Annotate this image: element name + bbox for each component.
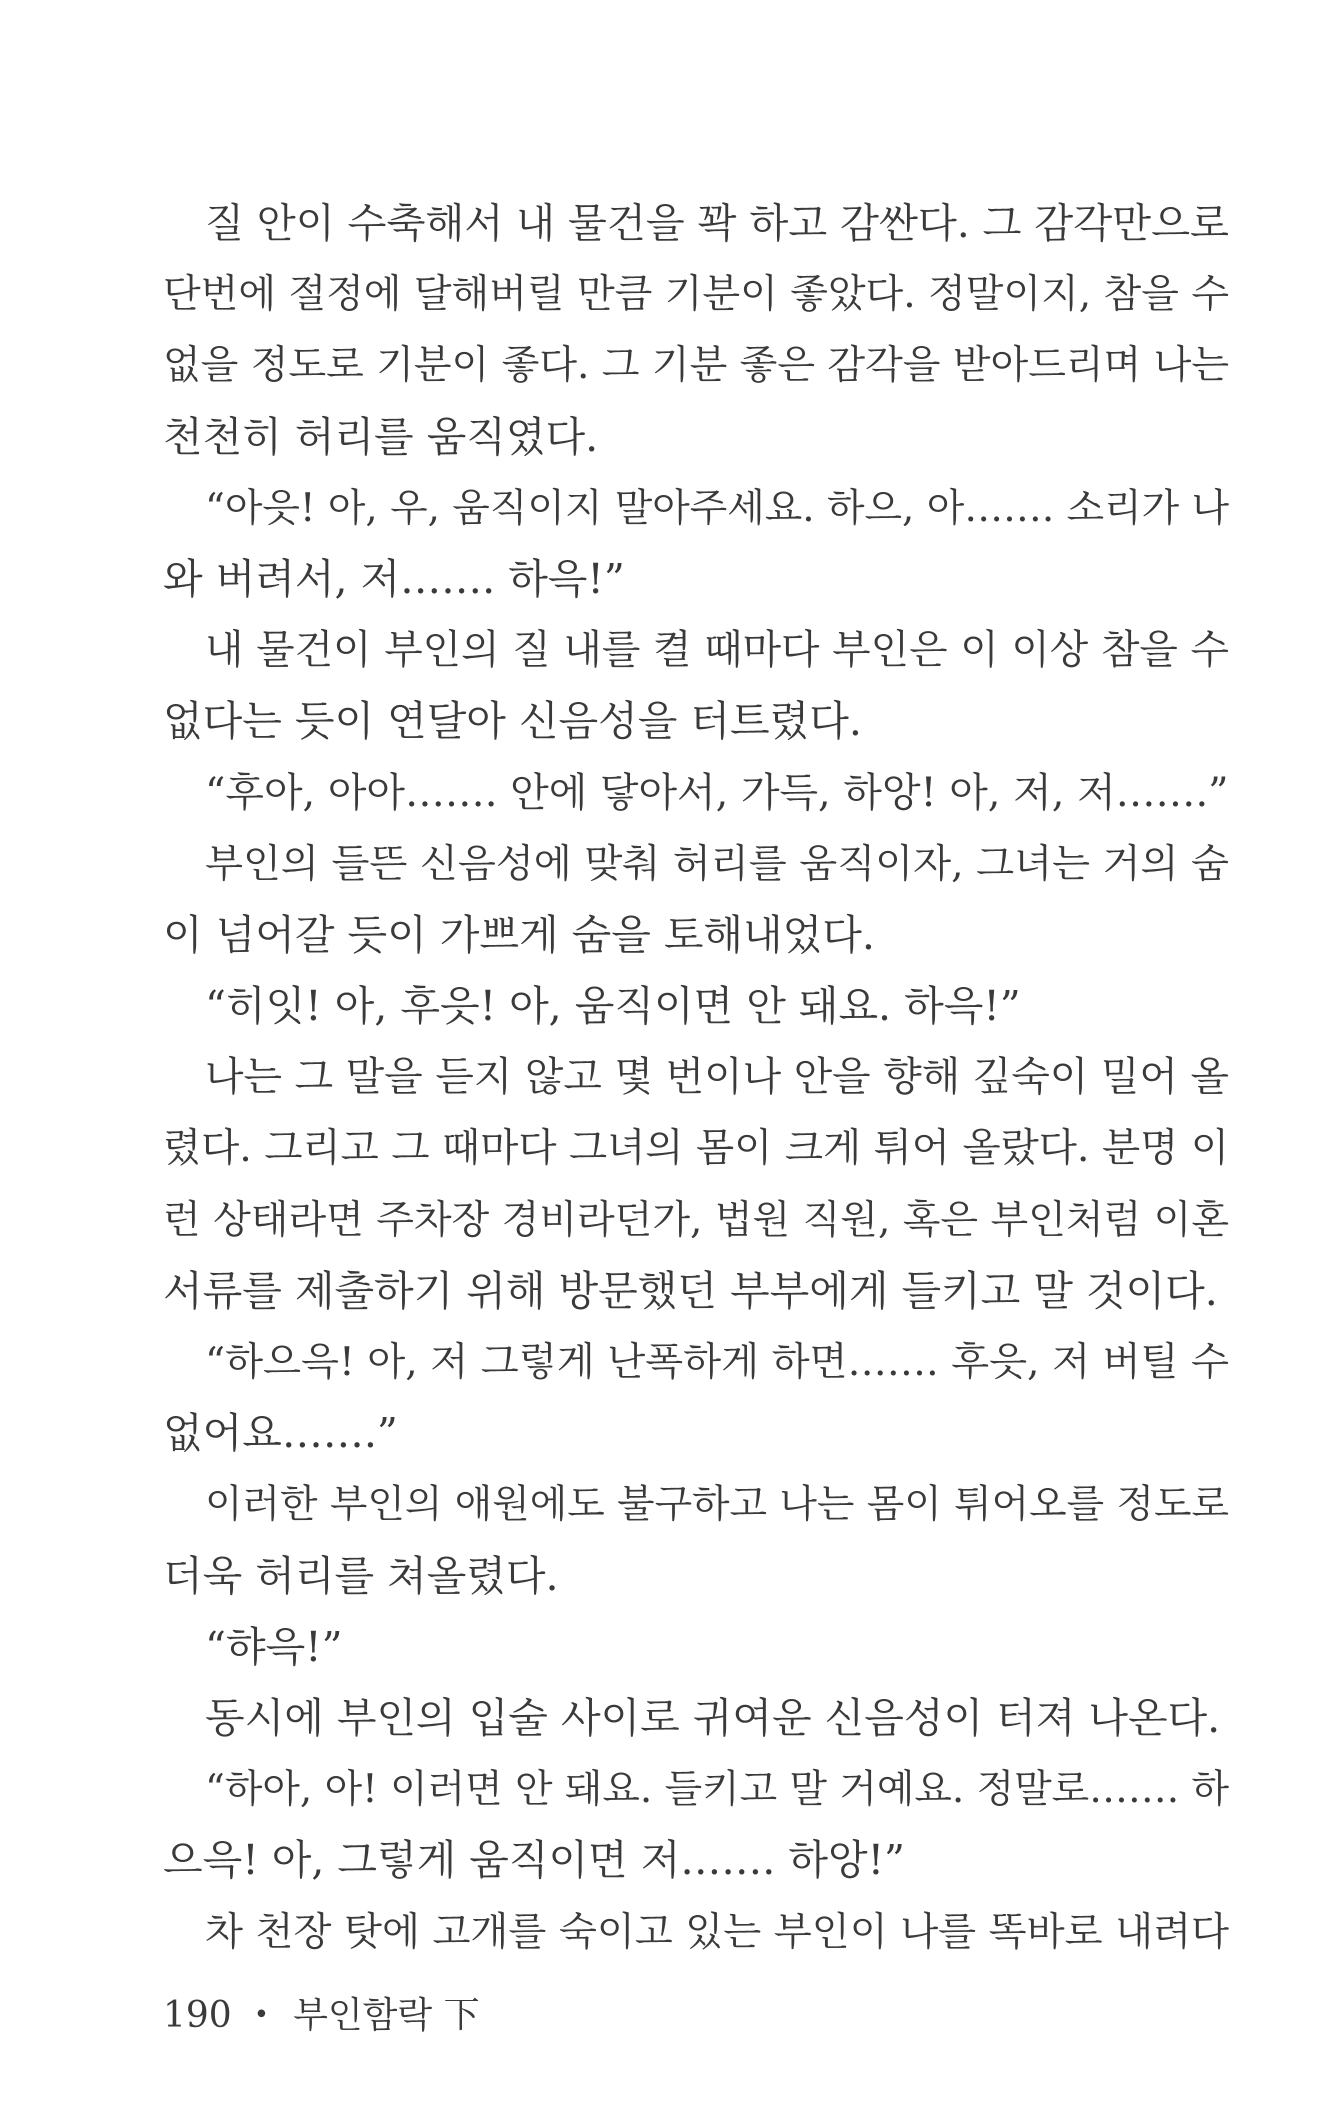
dialogue-line: “아읏! 아, 우, 움직이지 말아주세요. 하으, 아……. 소리가 나 (205, 485, 1229, 531)
dialogue-line: “하으윽! 아, 저 그렇게 난폭하게 하면……. 후읏, 저 버틸 수 (205, 1340, 1229, 1385)
text-line: 이러한 부인의 애원에도 불구하고 나는 몸이 튀어오를 정도로 (205, 1482, 1229, 1528)
text-line: 단번에 절정에 달해버릴 만큼 기분이 좋았다. 정말이지, 참을 수 (163, 272, 1229, 318)
dialogue-line: 으윽! 아, 그렇게 움직이면 저……. 하앙!” (163, 1836, 906, 1885)
dialogue-line: “하아, 아! 이러면 안 돼요. 들키고 말 거예요. 정말로……. 하 (205, 1767, 1229, 1813)
dialogue-line: “후아, 아아……. 안에 닿아서, 가득, 하앙! 아, 저, 저…….” (205, 769, 1229, 816)
text-line: 없을 정도로 기분이 좋다. 그 기분 좋은 감각을 받아드리며 나는 (163, 343, 1229, 389)
text-line: 더욱 허리를 쳐올렸다. (163, 1551, 559, 1600)
dialogue-line: 없어요…….” (163, 1409, 398, 1458)
book-title: 부인함락 下 (293, 1995, 480, 2036)
page-footer (163, 1990, 480, 2040)
text-line: 차 천장 탓에 고개를 숙이고 있는 부인이 나를 똑바로 내려다 (205, 1909, 1229, 1955)
dialogue-line: “햐윽!” (205, 1622, 343, 1671)
text-line: 질 안이 수축해서 내 물건을 꽉 하고 감싼다. 그 감각만으로 (205, 200, 1229, 247)
text-line: 동시에 부인의 입술 사이로 귀여운 신음성이 터져 나온다. (205, 1693, 1221, 1742)
dialogue-line: 와 버려서, 저……. 하윽!” (163, 554, 625, 603)
body-text (163, 188, 1229, 1968)
text-line: 나는 그 말을 듣지 않고 몇 번이나 안을 향해 깊숙이 밀어 올 (205, 1054, 1229, 1101)
text-line: 이 넘어갈 듯이 가쁘게 숨을 토해내었다. (163, 910, 875, 959)
text-line: 내 물건이 부인의 질 내를 켤 때마다 부인은 이 이상 참을 수 (205, 627, 1229, 674)
text-line: 런 상태라면 주차장 경비라던가, 법원 직원, 혹은 부인처럼 이혼 (163, 1197, 1229, 1243)
footer-separator: • (253, 2000, 270, 2030)
text-line: 부인의 들뜬 신음성에 맞춰 허리를 움직이자, 그녀는 거의 숨 (205, 841, 1229, 887)
text-line: 천천히 허리를 움직였다. (163, 412, 599, 461)
text-line: 없다는 듯이 연달아 신음성을 터트렸다. (163, 697, 862, 746)
dialogue-line: “히잇! 아, 후읏! 아, 움직이면 안 돼요. 하윽!” (205, 982, 1021, 1031)
page-number: 190 (163, 1995, 232, 2036)
text-line: 렸다. 그리고 그 때마다 그녀의 몸이 크게 튀어 올랐다. 분명 이 (163, 1125, 1229, 1172)
text-line: 서류를 제출하기 위해 방문했던 부부에게 들키고 말 것이다. (163, 1266, 1218, 1315)
